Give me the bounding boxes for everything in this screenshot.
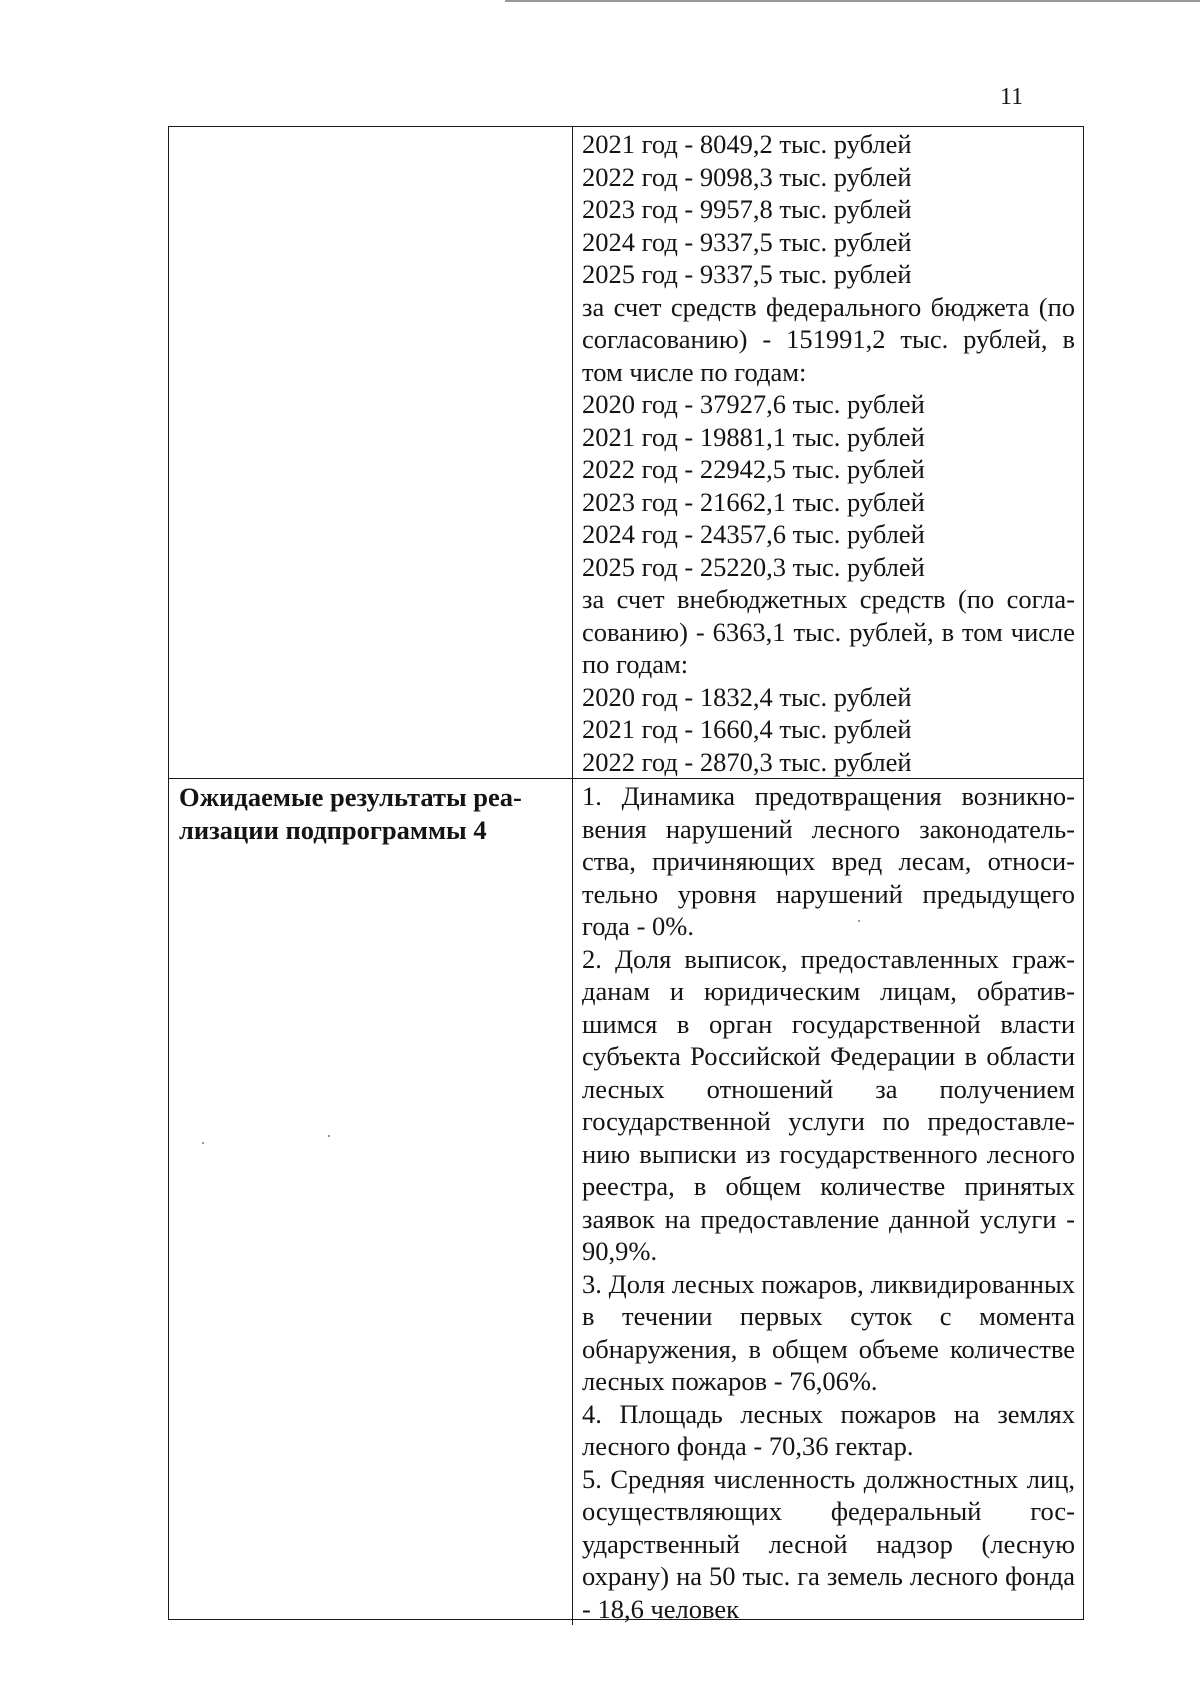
scan-speck: [328, 1135, 330, 1137]
funding-line: 2023 год - 21662,1 тыс. рублей: [582, 486, 925, 517]
expected-results-label: Ожидаемые результаты реализации подпрограммы 4: [169, 779, 573, 1625]
scan-top-edge: [505, 0, 1200, 2]
funding-line: 2023 год - 9957,8 тыс. рублей: [582, 194, 912, 224]
scan-speck: [202, 1142, 204, 1144]
federal-budget-intro: за счет средств федерального бюджета (по согласованию) - 151991,2 тыс. рублей, в том числе по годам:: [582, 291, 1075, 387]
funding-line: 2025 год - 25220,3 тыс. рублей: [582, 551, 925, 582]
result-item: 2. Доля выписок, предоставленных гражданам и юридическим лицам, обратившимся в орган государственной власти субъекта Российской Федерации в области лесных отношений за получением государственной услуги по предоставлению выписки из государственного лесного реестра, в общем количестве принятых заявок на предоставление данной услуги - 90,9%.: [582, 943, 1075, 1266]
page-number: 11: [1000, 84, 1024, 110]
funding-line: 2020 год - 1832,4 тыс. рублей: [582, 681, 912, 712]
funding-line: 2025 год - 9337,5 тыс. рублей: [582, 259, 912, 289]
row1-value-cell: [573, 127, 1083, 779]
funding-line: 2024 год - 24357,6 тыс. рублей: [582, 519, 925, 549]
scan-speck: [858, 920, 860, 922]
result-item: 5. Средняя численность должностных лиц, осуществляющих федеральный государственный лесной надзор (лесную охрану) на 50 тыс. га земель лесного фонда - 18,6 человек: [582, 1463, 1075, 1624]
result-item: 4. Площадь лесных пожаров на землях лесного фонда - 70,36 гектар.: [582, 1398, 1075, 1461]
funding-line: 2022 год - 9098,3 тыс. рублей: [582, 161, 912, 192]
funding-line: 2021 год - 19881,1 тыс. рублей: [582, 421, 925, 452]
row1-label-cell: [169, 127, 573, 779]
funding-line: 2022 год - 22942,5 тыс. рублей: [582, 454, 925, 484]
funding-line: 2022 год - 2870,3 тыс. рублей: [582, 746, 912, 777]
funding-line: 2020 год - 37927,6 тыс. рублей: [582, 389, 925, 419]
result-item: 1. Динамика предотвращения возникновения нарушений лесного законодательства, причиняющих вред лесам, относительно уровня нарушений предыдущего года - 0%.: [582, 781, 1075, 941]
result-item: 3. Доля лесных пожаров, ликвидированных в течении первых суток с момента обнаружения, в общем объеме количестве лесных пожаров - 76,06%.: [582, 1268, 1075, 1396]
extrabudget-intro: за счет внебюджетных средств (по согласованию) - 6363,1 тыс. рублей, в том числе по годам:: [582, 584, 1075, 679]
funding-line: 2024 год - 9337,5 тыс. рублей: [582, 226, 912, 257]
program-table: [168, 126, 1084, 1624]
funding-line: 2021 год - 1660,4 тыс. рублей: [582, 714, 912, 744]
expected-results-cell: [573, 779, 1083, 1625]
funding-line: 2021 год - 8049,2 тыс. рублей: [582, 129, 912, 159]
